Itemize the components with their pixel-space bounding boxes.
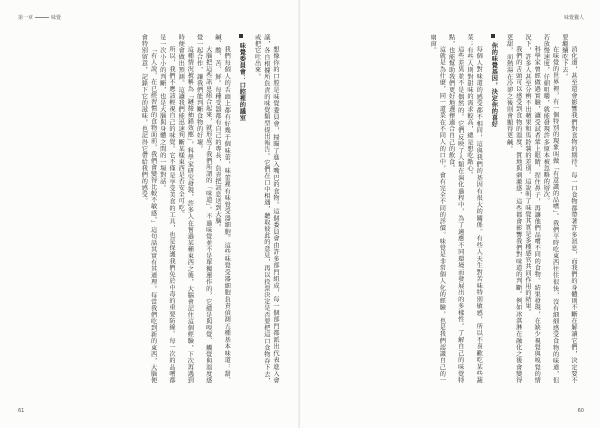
- left-page-number: 61: [18, 408, 25, 414]
- section-heading: [489, 34, 498, 384]
- left-body-text: [22, 34, 280, 384]
- heading-text: 你的味覺基因，決定你的喜好: [490, 40, 498, 128]
- heading-square-icon: [491, 34, 495, 38]
- body-paragraph: 想像你的口腔是味覺委員會，掃瞄了進入嘴巴的食物。這個委員會由許多部門組成，每一個部門都派出代表進入會議，各自根據所負責的味覺類型提出報告。它們在口中相遇，聽取彼此的意見，再以投票決定是否要把這口食物吞下去，或把它吐出來。: [253, 34, 279, 384]
- heading-text: 味覺委員會：口腔裡的議室: [238, 40, 246, 122]
- body-paragraph: 「有人說，在已經習慣的食物面前，我們會變得比較不敏感。」這句話其實有其道理。每當我們吃到新的東西，大腦便會特別留意，記錄下它的滋味，也記得它帶給我們的感受。: [140, 34, 157, 384]
- body-paragraph: 這些差異並不是偶然的。它們反映了人類在演化過程中，為了適應不同環境而發展出的多樣性。了解自己的味覺特點，也能幫助我們更好地選擇適合自己的飲食。: [447, 34, 464, 384]
- right-body-text: [318, 34, 578, 384]
- body-paragraph: 我們的舌頭可以感受到食物的溫度、質地與刺激感，這些都會影響我們對味道的判斷。例如冰淇淋在融化之後會變得更甜，而熱湯在冷卻之後則會顯得更鹹。: [505, 34, 522, 384]
- body-paragraph: 在味覺的世界裡，有一個特別的現象叫做「有意識的品嚐」。我們平時吃東西往往很快，沒有細細感受食物的味道，但若放慢速度，仔細咀嚼，就能發現許多原本被忽略的層次。: [542, 34, 559, 384]
- heading-square-icon: [239, 34, 243, 38]
- section-heading: [237, 34, 246, 384]
- body-paragraph: 大腦把這些訊息組合起來，就形成了我們所謂的「味道」。不過味覺並不是單獨運作的，它總是與嗅覺、觸覺與溫度感覺一起合作，讓我們能判斷食物的好壞。: [195, 34, 212, 384]
- right-running-head: 味覺獵人: [563, 15, 584, 21]
- left-running-head: [18, 14, 61, 21]
- body-paragraph: 消化道，甚至還會影響我們對食物的期待。每一口食物都帶著許多訊息，而我們的身體則不斷在解讀它們，決定要不要繼續吃下去。: [560, 34, 577, 384]
- right-page-number: 60: [577, 408, 584, 414]
- running-head-rule: [35, 17, 49, 18]
- body-paragraph: 每個人對味道的感受都不相同，這與我們的基因有很大的關係。有些人天生對苦味特別敏感，所以不喜歡吃某些蔬菜；有些人則對甜味的需求較高，總是想吃點心。: [465, 34, 483, 384]
- running-head-chapter: 第一章: [18, 15, 34, 21]
- body-paragraph: 所以，我們不應該輕視自己的味覺。它不僅是享受美食的工具，也是保護我們免於中毒的重要防線。每一次的品嚐都是一次小小的判斷，也是大腦與身體之間的一場對話。: [158, 34, 175, 384]
- body-paragraph: 這種情況被稱為「鏈接抽錯效應」，科學家研究發現，許多人在嘗過某種東西之後，大腦會記住這個經驗，下次再遇到時便會做出預測。這讓我們能迅速判斷某樣東西是否安全可吃。: [177, 34, 194, 384]
- body-paragraph: 我們每個人的舌頭上都有好幾千個味蕾，味蕾裡有味覺受器細胞。這些味覺受器細胞負責偵測五種基本味道：甜、鹹、酸、苦、鮮。每種受器都有自己的專長，負責把訊息送到大腦。: [213, 34, 231, 384]
- body-paragraph: 這就是為什麼，同一道菜在不同人的口中，會有完全不同的評價。味覺是非常個人化的經驗，也是我們認識自己的一扇窗。: [429, 34, 446, 384]
- running-head-title: 味覺: [51, 15, 62, 21]
- right-page: [300, 0, 600, 428]
- body-paragraph: 科學家曾經做過實驗，讓受試者蒙上眼睛、捏住鼻子，再讓他們品嚐不同的食物。結果發現，在缺少視覺與嗅覺的情況下，許多人甚至分辨不出蘋果和馬鈴薯的差別。這說明了味覺其實是多種感官共同作用的結果。: [523, 34, 541, 384]
